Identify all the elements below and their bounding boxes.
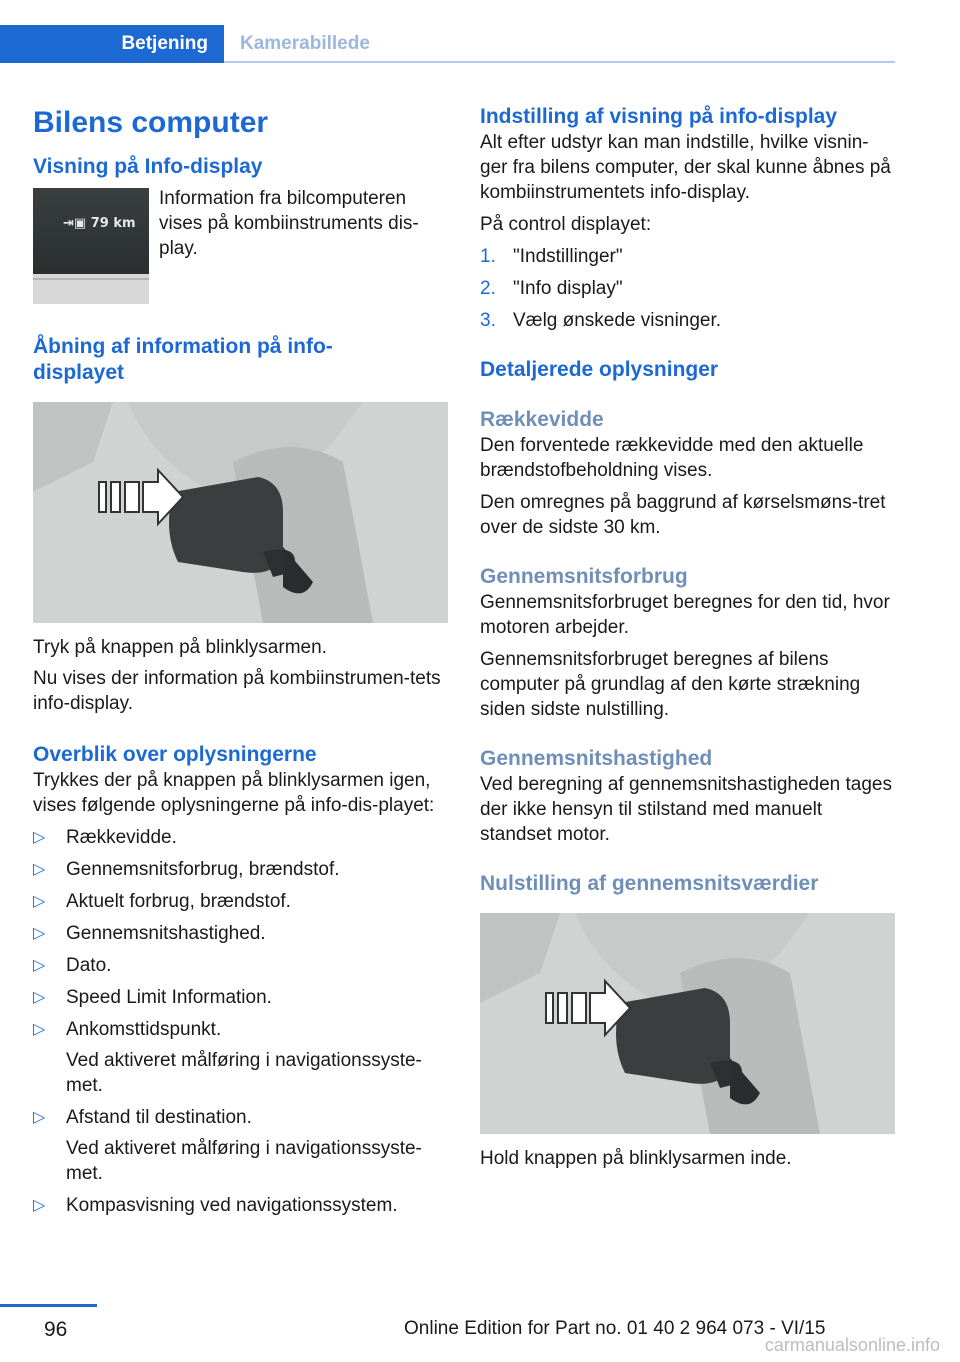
list-item: ▷ Ankomsttidspunkt. Ved aktiveret målføring i navigationssyste-met. — [33, 1019, 422, 1096]
stalk-photo-2 — [480, 913, 895, 1134]
watermark: carmanualsonline.info — [764, 1335, 940, 1355]
heading-overblik: Overblik over oplysningerne — [33, 743, 317, 766]
fuel-arrow-icon: ⇥▣ — [63, 216, 91, 231]
steps-list — [480, 244, 896, 333]
info-list — [33, 825, 447, 1218]
page-number: 96 — [44, 1318, 68, 1341]
triangle-bullet-icon: ▷ — [33, 829, 46, 846]
step-item: 1. "Indstillinger" — [480, 246, 623, 267]
triangle-bullet-icon: ▷ — [33, 1109, 46, 1126]
hold-text: Hold knappen på blinklysarmen inde. — [480, 1148, 792, 1169]
step-item: 2. "Info display" — [480, 278, 623, 299]
triangle-bullet-icon: ▷ — [33, 861, 46, 878]
list-item: ▷ Afstand til destination. Ved aktiveret målføring i navigationssyste-met. — [33, 1107, 422, 1184]
heading-visning: Visning på Info-display — [33, 155, 263, 178]
speed-text: Ved beregning af gennemsnitshastigheden tages der ikke hensyn til stilstand med manuelt standset motor. — [480, 774, 892, 845]
list-item: ▷ Dato. — [33, 955, 112, 976]
list-item: ▷ Gennemsnitsforbrug, brændstof. — [33, 859, 340, 880]
triangle-bullet-icon: ▷ — [33, 925, 46, 942]
triangle-bullet-icon: ▷ — [33, 989, 46, 1006]
info-shown-text: Nu vises der information på kombiinstrumen-tets info-display. — [33, 668, 441, 714]
page-title: Bilens computer — [33, 106, 269, 139]
info-display-text: Information fra bilcomputeren vises på kombiinstruments dis-play. — [159, 188, 419, 259]
list-item: ▷ Aktuelt forbrug, brændstof. — [33, 891, 291, 912]
right-column — [480, 100, 896, 1171]
heading-raekkevidde: Rækkevidde — [480, 408, 604, 431]
display-readout: ⇥▣ 79 km — [63, 216, 136, 231]
stalk-photo-1 — [33, 402, 448, 623]
tab-kamerabillede[interactable]: Kamerabillede — [240, 33, 370, 54]
heading-gennemsnitshastighed: Gennemsnitshastighed — [480, 747, 713, 770]
list-item: ▷ Rækkevidde. — [33, 827, 177, 848]
overblik-text: Trykkes der på knappen på blinklysarmen igen, vises følgende oplysningerne på info-dis-playet: — [33, 770, 435, 816]
list-item: ▷ Speed Limit Information. — [33, 987, 272, 1008]
step-item: 3. Vælg ønskede visninger. — [480, 310, 722, 331]
left-column — [33, 100, 447, 1218]
stalk-illustration-2 — [480, 913, 895, 1134]
heading-detaljerede: Detaljerede oplysninger — [480, 358, 719, 381]
indstilling-text: Alt efter udstyr kan man indstille, hvilke visnin-ger fra bilens computer, der skal kunne åbnes på kombiinstrumentets info-display. — [480, 132, 891, 203]
heading-indstilling: Indstilling af visning på info-display — [480, 105, 838, 128]
triangle-bullet-icon: ▷ — [33, 1021, 46, 1038]
control-display-text: På control displayet: — [480, 214, 652, 235]
info-display-image — [33, 188, 149, 304]
stalk-illustration-1 — [33, 402, 448, 623]
footer-rule — [0, 1304, 97, 1307]
triangle-bullet-icon: ▷ — [33, 893, 46, 910]
edition-text: Online Edition for Part no. 01 40 2 964 073 - VI/15 — [404, 1318, 826, 1339]
heading-abning: Åbning af information på info-displayet — [33, 335, 333, 384]
heading-nulstilling: Nulstilling af gennemsnitsværdier — [480, 872, 819, 895]
consumption-text-1: Gennemsnitsforbruget beregnes for den tid, hvor motoren arbejder. — [480, 592, 890, 638]
range-text-1: Den forventede rækkevidde med den aktuelle brændstofbeholdning vises. — [480, 435, 864, 481]
list-item: ▷ Gennemsnitshastighed. — [33, 923, 266, 944]
info-display-block — [33, 188, 447, 304]
consumption-text-2: Gennemsnitsforbruget beregnes af bilens computer på grundlag af den kørte strækning siden sidste nulstilling. — [480, 649, 861, 720]
press-text: Tryk på knappen på blinklysarmen. — [33, 637, 327, 658]
range-text-2: Den omregnes på baggrund af kørselsmøns-tret over de sidste 30 km. — [480, 492, 886, 538]
list-item: ▷ Kompasvisning ved navigationssystem. — [33, 1195, 398, 1216]
tab-betjening[interactable]: Betjening — [0, 25, 224, 63]
triangle-bullet-icon: ▷ — [33, 957, 46, 974]
heading-gennemsnitsforbrug: Gennemsnitsforbrug — [480, 565, 688, 588]
triangle-bullet-icon: ▷ — [33, 1197, 46, 1214]
